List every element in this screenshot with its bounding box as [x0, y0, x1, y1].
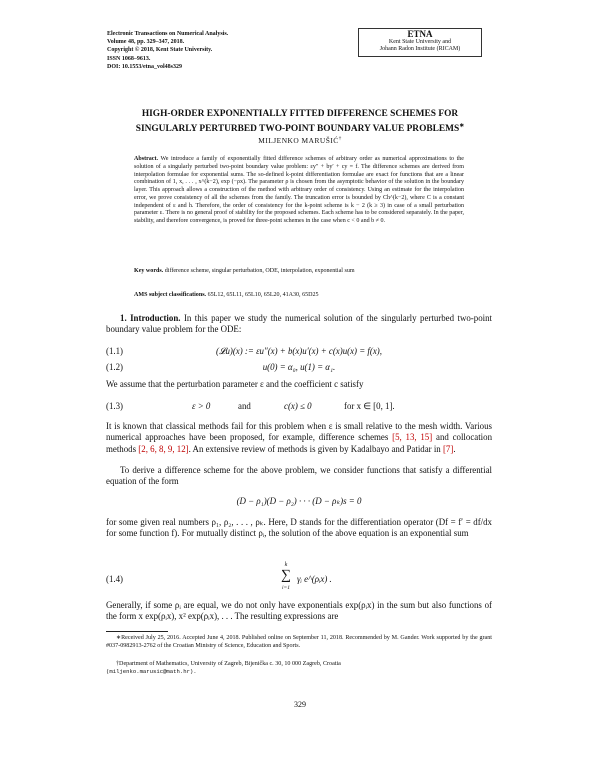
volume-info: Volume 48, pp. 329–347, 2018. [107, 39, 185, 46]
etna-line2: Johann Radon Institute (RICAM) [379, 46, 461, 53]
affiliation-text: †Department of Mathematics, University of Zagreb, Bijenička c. 30, 10 000 Zagreb, Croatia [116, 661, 341, 667]
section-heading: 1. Introduction. [120, 313, 181, 323]
footnote-received: ∗Received July 25, 2016. Accepted June 4, 2018. Published online on September 11, 2018. Recommended by M. Gander. Work supported by the grant #037-0982913-2762 of the Croatian Ministry of Science, Education and Sports. [106, 635, 492, 649]
equation-1-1 [106, 346, 492, 358]
page-number: 329 [294, 700, 306, 709]
paper-title [100, 109, 500, 135]
eq-1-4-term: γᵢ e^(ρᵢx) . [297, 574, 332, 584]
eq-1-2-body: u(0) = α₀, u(1) = α₁. [262, 362, 336, 372]
keywords-label: Key words. [134, 268, 164, 274]
author-email-link[interactable]: (miljenko.marusic@math.hr). [106, 668, 197, 675]
eq-1-3-part-c: c(x) ≤ 0 [284, 401, 312, 411]
title-line-1: HIGH-ORDER EXPONENTIALLY FITTED DIFFERENCE SCHEMES FOR [141, 109, 459, 119]
equation-1-2 [106, 362, 492, 374]
equation-differential [106, 496, 492, 508]
intro-paragraph-1 [106, 313, 492, 336]
p3-text-b: and collocation methods [106, 432, 493, 454]
copyright: Copyright © 2018, Kent State University. [107, 47, 213, 54]
etna-line1: Kent State University and [388, 39, 452, 45]
eq-1-4-sigma: ∑ [281, 568, 291, 583]
eq-differential-body: (D − ρ₁)(D − ρ₂) · · · (D − ρₖ)s = 0 [236, 496, 362, 506]
ams-classifications [134, 292, 319, 298]
intro-paragraph-3 [106, 421, 492, 455]
etna-title: ETNA [407, 29, 433, 39]
eq-1-2-number: (1.2) [106, 362, 124, 372]
abstract-label: Abstract. [134, 156, 159, 162]
journal-header [107, 30, 228, 71]
eq-1-4-sum-bottom: i=1 [282, 585, 290, 591]
footnote-affiliation [106, 660, 492, 676]
intro-paragraph-4: To derive a difference scheme for the above problem, we consider functions that satisfy a differential equation of the form [106, 465, 492, 487]
intro-paragraph-5: for some given real numbers ρ₁, ρ₂, . . . , ρₖ. Here, D stands for the differentiation operator (Df = f′ = df/dx for some function f). For mutually distinct ρᵢ, the solution of the above equation is an exponential sum [106, 517, 492, 539]
citation-link-2[interactable]: [2, 6, 8, 9, 12] [138, 443, 189, 454]
intro-paragraph-6: Generally, if some ρᵢ are equal, we do not only have exponentials exp(ρᵢx) in the sum but also functions of the form x exp(ρᵢx), x² exp(ρᵢx), . . . The resulting expressions are [106, 600, 492, 622]
citation-link-3[interactable]: [7] [442, 443, 454, 454]
ams-text: 65L12, 65L11, 65L10, 65L20, 41A30, 65D25 [207, 292, 319, 298]
p3-text-c: . An extensive review of methods is given by Kadalbayo and Patidar in [188, 443, 441, 454]
citation-link-1[interactable]: [5, 13, 15] [392, 432, 433, 443]
title-line-2: SINGULARLY PERTURBED TWO-POINT BOUNDARY VALUE PROBLEMS [135, 123, 460, 134]
intro-paragraph-2: We assume that the perturbation parameter ε and the coefficient c satisfy [106, 379, 364, 389]
eq-1-3-part-d: for x ∈ [0, 1]. [344, 401, 395, 411]
eq-1-4-sum-top: k [284, 562, 288, 568]
eq-1-1-number: (1.1) [106, 346, 124, 356]
author-footnote-mark[interactable]: † [338, 136, 342, 142]
ams-label: AMS subject classifications. [134, 292, 207, 298]
intro-p1-text: In this paper we study the numerical solution of the singularly perturbed two-point boundary value problem for the ODE: [106, 313, 493, 335]
p3-text-d: . [453, 443, 456, 454]
journal-name: Electronic Transactions on Numerical Analysis. [107, 31, 229, 37]
etna-box [358, 28, 482, 57]
equation-1-4 [106, 562, 492, 592]
abstract [134, 156, 464, 226]
keywords [134, 268, 355, 274]
eq-1-1-body: (𝓛u)(x) := εu″(x) + b(x)u′(x) + c(x)u(x) = f(x), [216, 346, 382, 356]
eq-1-3-part-a: ε > 0 [192, 401, 211, 411]
author-name: MILJENKO MARUŠIĆ [258, 136, 339, 145]
author-line [100, 136, 500, 145]
title-footnote-mark[interactable]: ∗ [459, 122, 465, 129]
keywords-text: difference scheme, singular perturbation, ODE, interpolation, exponential sum [164, 268, 355, 274]
footnote-rule [106, 631, 168, 632]
abstract-text: We introduce a family of exponentially fitted difference schemes of arbitrary order as numerical approximations to the solution of a singularly perturbed two-point boundary value problem: εy″ + by′ + cy = f. The difference schemes are derived from interpolation formulae for exponential sums. The so-defined k-point differentiation formulae are exact for functions that are a linear combination of 1, x, . . . , x^(k−2), exp (−ρx). The parameter ρ is chosen from the asymptotic behavior of the solution in the boundary layer. This approach allows a construction of the method with arbitrary order of consistency. Using an estimate for the interpolation error, we prove consistency of all the schemes from the family. The truncation error is bounded by Ch^(k−2), where C is a constant independent of ε and h. Therefore, the order of consistency for the k-point scheme is k − 2 (k ≥ 3) in case of a small perturbation parameter ε. There is no general proof of stability for the proposed schemes. Each scheme has to be considered separately. In the paper, stability, and therefore convergence, is proved for three-point schemes in the case when c < 0 and b ≠ 0. [134, 156, 464, 224]
doi: DOI: 10.1553/etna_vol48s329 [107, 63, 182, 70]
eq-1-4-number: (1.4) [106, 574, 124, 584]
eq-1-3-part-b: and [238, 401, 251, 411]
equation-1-3 [106, 401, 492, 413]
eq-1-3-number: (1.3) [106, 401, 124, 411]
p3-text-a: It is known that classical methods fail for this problem when ε is small relative to the mesh width. Various numerical approaches have been proposed, for example, difference schemes [106, 421, 492, 443]
issn: ISSN 1068–9613. [107, 55, 151, 62]
